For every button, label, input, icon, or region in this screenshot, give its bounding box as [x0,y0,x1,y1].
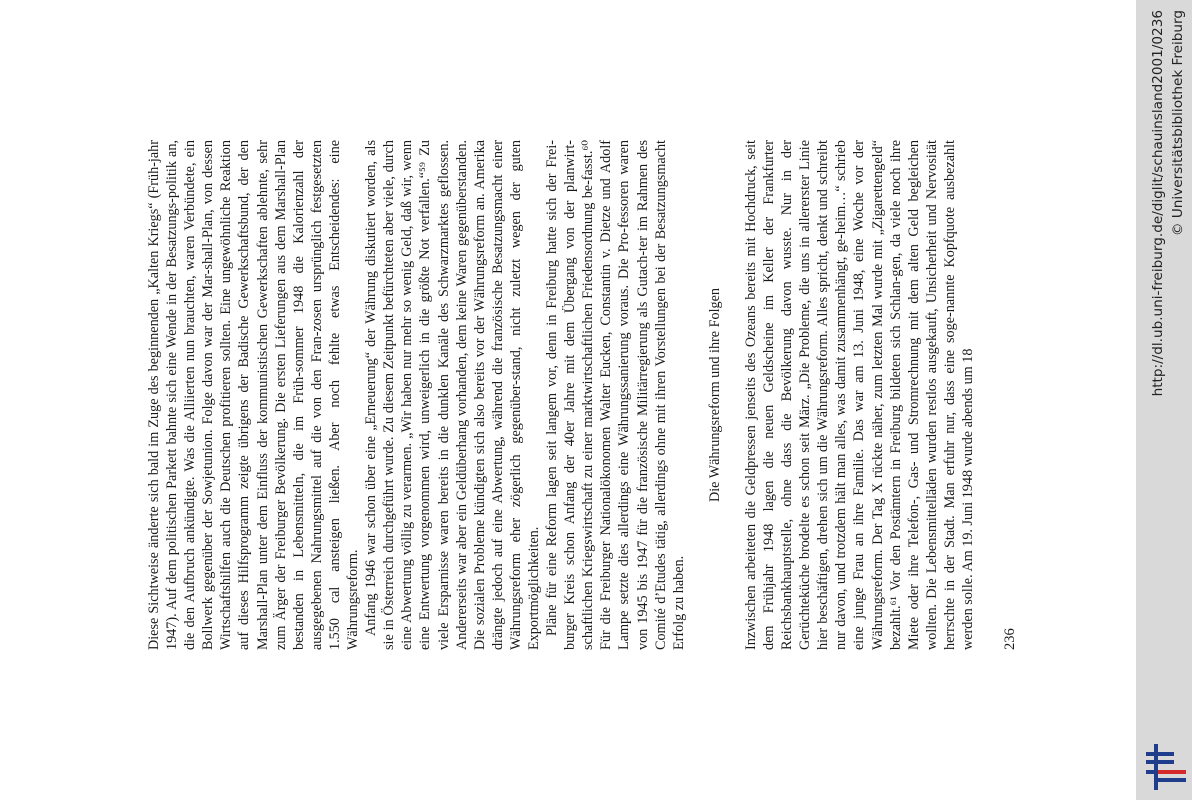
paragraph-2: Anfang 1946 war schon über eine „Erneuerung“ der Währung diskutiert worden, als sie in Österreich durchgeführt wurde. Zu diesem Zeitpunkt befürchteten aber viele, durch eine Abwertung völlig zu verarmen. „Wir haben nur mehr so wenig Geld, daß wir, wenn eine Entwertung vorgenommen wird, unweigerlich in die größte Not verfallen.“⁵⁹ Zu viele Ersparnisse waren bereits in die dunklen Kanäle des Schwarzmarktes geflossen. Andererseits war aber ein Geldüberhang vorhanden, dem keine Waren gegenüberstanden. Die sozialen Probleme kündigten sich also bereits vor der Währungsreform an. Amerika drängte jedoch auf eine Abwertung, während die französische Besatzungsmacht einer Währungsreform eher zögerlich gegenüber-stand, nicht zuletzt wegen der guten Exportmöglichkeiten. [363,140,542,650]
source-url-link[interactable]: http://dl.ub.uni-freiburg.de/diglit/schauinsland2001/0236 [1150,10,1166,397]
scanned-page [120,0,1130,800]
page-number: 236 [1002,628,1018,650]
section-heading: Die Währungsreform und ihre Folgen [706,287,723,503]
paragraph-4: Inzwischen arbeiteten die Geldpressen jenseits des Ozeans bereits mit Hochdruck, seit dem Frühjahr 1948 lagen die neuen Geldscheine im Keller der Frankfurter Reichsbankhauptstelle, ohne dass die Bevölkerung davon wusste. Nur in der Gerüchteküche brodelte es schon seit März. „Die Probleme, die uns in allererster Linie hier beschäftigen, drehen sich um die Währungsreform. Alles spricht, denkt und schreibt nur davon, und trotzdem hält man alles, was damit zusammenhängt, ge-heim…“ schrieb eine junge Frau an ihre Familie. Das war am 13. Juni 1948, eine Woche vor der Währungsreform. Der Tag X rückte näher, zum letzten Mal wurde mit „Zigarettengeld“ bezahlt.⁶¹ Vor den Postämtern in Freiburg bildeten sich Schlan-gen, da viele noch ihre Miete oder ihre Telefon-, Gas- und Stromrechnung mit dem alten Geld begleichen wollten. Die Lebensmittelläden wurden restlos ausgekauft, Unsicherheit und Nervosität herrschte in der Stadt. Man erfuhr nur, dass eine soge-nannte Kopfquote ausbezahlt werden solle. Am 19. Juni 1948 wurde abends um 18 [742,140,977,650]
body-text [145,140,977,650]
ub-freiburg-logo-icon [1146,744,1186,790]
sidebar-caption [1148,0,1192,800]
paragraph-3: Pläne für eine Reform lagen seit langem vor, denn in Freiburg hatte sich der Frei-burger Kreis schon Anfang der 40er Jahre mit dem Übergang von der planwirt-schaftlichen Kriegswirtschaft zu einer marktwirtschaftlichen Friedensordnung be-fasst.⁶⁰ Für die Freiburger Nationalökonomen Walter Eucken, Constantin v. Dietze und Adolf Lampe setzte dies allerdings eine Währungssanierung voraus. Die Pro-fessoren waren von 1945 bis 1947 für die französische Militärregierung als Gutach-ter im Rahmen des Comité d’Etudes tätig, allerdings ohne mit ihren Vorstellungen bei der Besatzungsmacht Erfolg zu haben. [544,140,687,650]
copyright-text: © Universitätsbibliothek Freiburg [1170,10,1186,237]
paragraph-1: Diese Sichtweise änderte sich bald im Zuge des beginnenden „Kalten Kriegs“ (Früh-jahr 1947). Auf dem politischen Parkett bahnte sich eine Wende in der Besatzungs-politik an, die den Aufbruch ankündigte. Was die Alliierten nun brauchten, waren Verbündete, ein Bollwerk gegenüber der Sowjetunion. Folge davon war der Mar-shall-Plan, von dessen Wirtschaftshilfen auch die Deutschen profitieren sollten. Eine ungewöhnliche Reaktion auf dieses Hilfsprogramm zeigte übrigens der Badische Gewerkschaftsbund, der den Marshall-Plan unter dem Einfluss der kommunistischen Gewerkschaften ablehnte, sehr zum Ärger der Freiburger Bevölkerung. Die ersten Lieferungen aus dem Marshall-Plan bestanden in Lebensmitteln, die im Früh-sommer 1948 die Kalorienzahl der ausgegebenen Nahrungsmittel auf die von den Fran-zosen ursprünglich festgesetzten 1.550 cal ansteigen ließen. Aber noch fehlte etwas Entscheidendes: eine Währungsreform. [146,140,362,650]
